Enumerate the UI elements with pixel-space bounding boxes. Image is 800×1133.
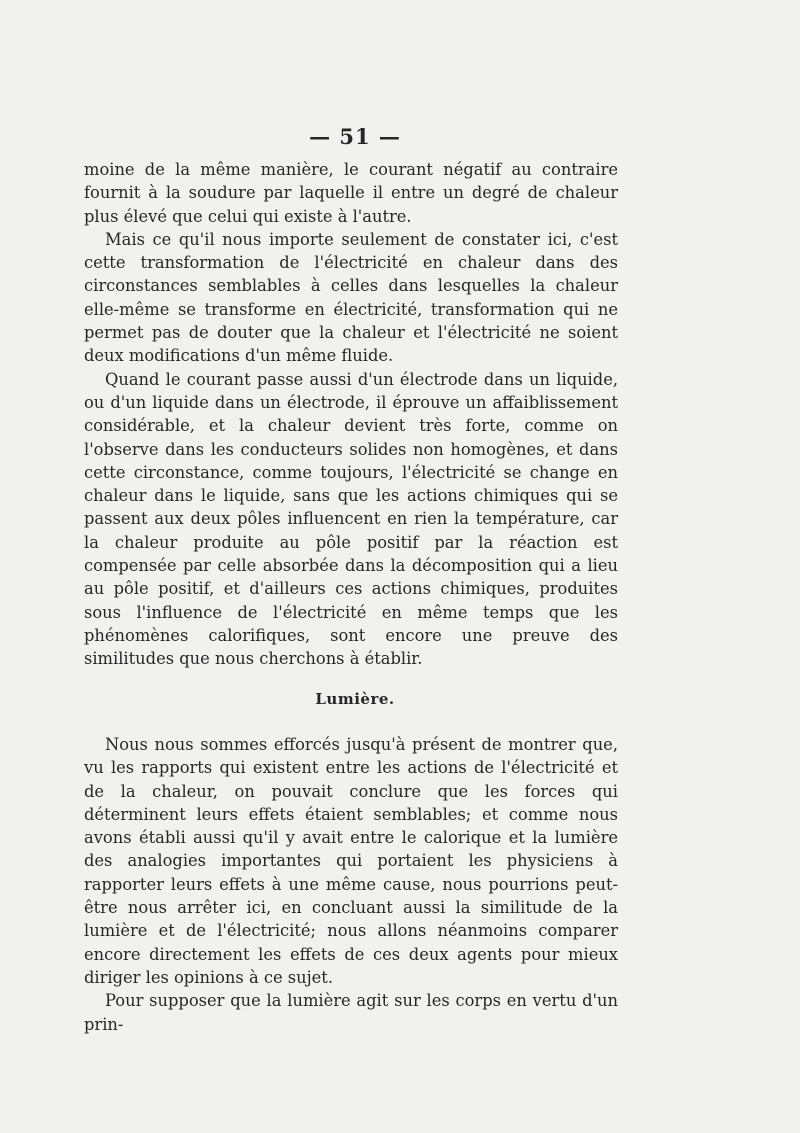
body-text-top bbox=[84, 158, 618, 671]
body-text-bottom bbox=[84, 733, 618, 1036]
paragraph: Mais ce qu'il nous importe seulement de constater ici, c'est cette transformation de l'électricité en chaleur dans des circonstances semblables à celles dans lesquelles la chaleur elle-même se transforme en électricité, transformation qui ne permet pas de douter que la chaleur et l'électricité ne soient deux modifications d'un même fluide. bbox=[84, 229, 618, 366]
page-number: — 51 — bbox=[309, 124, 401, 149]
paragraph: Nous nous sommes efforcés jusqu'à présent de montrer que, vu les rapports qui existent entre les actions de l'électricité et de la chaleur, on pouvait conclure que les forces qui déterminent leurs effets étaient semblables; et comme nous avons établi aussi qu'il y avait entre le calorique et la lumière des analogies importantes qui portaient les physiciens à rapporter leurs effets à une même cause, nous pourrions peut-être nous arrêter ici, en concluant aussi la similitude de la lumière et de l'électricité; nous allons néanmoins comparer encore directement les effets de ces deux agents pour mieux diriger les opinions à ce sujet. bbox=[84, 735, 618, 987]
paragraph: Pour supposer que la lumière agit sur les corps en vertu d'un prin- bbox=[84, 991, 618, 1034]
paragraph: Quand le courant passe aussi d'un électrode dans un liquide, ou d'un liquide dans un électrode, il éprouve un affaiblissement considérable, et la chaleur devient très forte, comme on l'observe dans les conducteurs solides non homogènes, et dans cette circonstance, comme toujours, l'électricité se change en chaleur dans le liquide, sans que les actions chimiques qui se passent aux deux pôles influencent en rien la température, car la chaleur produite au pôle positif par la réaction est compensée par celle absorbée dans la décomposition qui a lieu au pôle positif, et d'ailleurs ces actions chimiques, produites sous l'influence de l'électricité en même temps que les phénomènes calorifiques, sont encore une preuve des similitudes que nous cherchons à établir. bbox=[84, 369, 618, 669]
paragraph-continuation: moine de la même manière, le courant négatif au contraire fournit à la soudure par laquelle il entre un degré de chaleur plus élevé que celui qui existe à l'autre. bbox=[84, 160, 618, 226]
section-heading: Lumière. bbox=[315, 690, 395, 708]
